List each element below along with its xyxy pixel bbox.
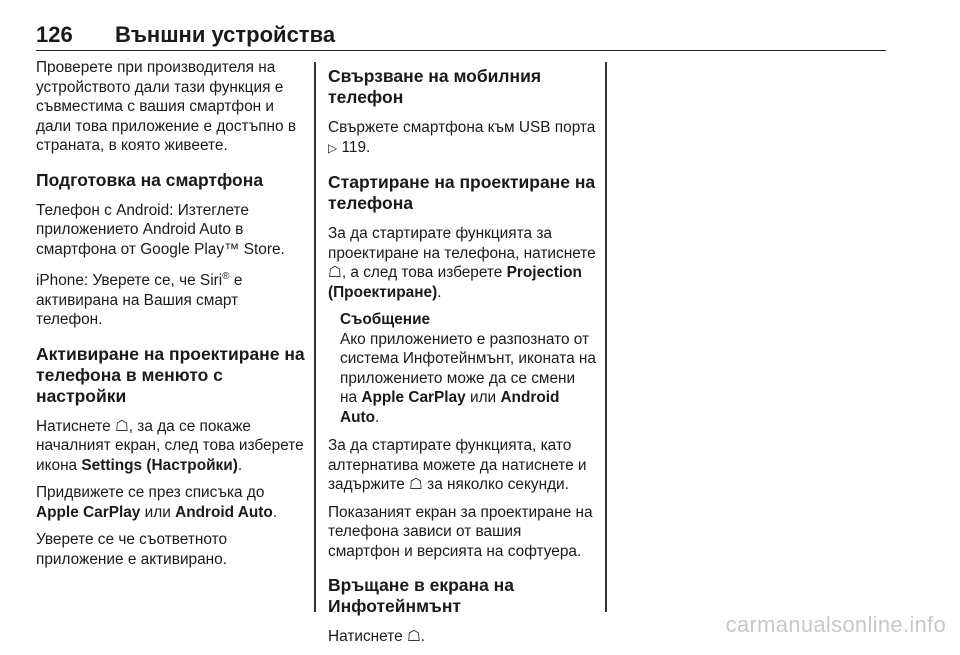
projection-label: Projection (Проектиране): [328, 264, 582, 301]
settings-label: Settings (Настройки): [81, 456, 238, 474]
home-icon: ☖: [409, 476, 423, 493]
heading-prepare-smartphone: Подготовка на смартфона: [36, 169, 264, 190]
page-title: Външни устройства: [115, 22, 336, 47]
registered-mark: ®: [222, 271, 230, 282]
alt-text-b: за няколко секунди.: [422, 476, 569, 493]
intro-paragraph: Проверете при производителя на устройството дали тази функция е съвместима с вашия смартфон и дали това приложение е достъпно в страната, в която живеете.: [36, 59, 297, 154]
period: .: [420, 628, 426, 645]
press-text-a: Натиснете: [36, 417, 115, 435]
connect-paragraph: [328, 118, 596, 158]
column-middle: [328, 58, 596, 655]
heading-start-projection: Стартиране на проектиране на телефона: [328, 172, 596, 213]
home-icon: ☖: [328, 264, 342, 281]
connect-text: Свържете смартфона към USB порта: [328, 119, 596, 136]
start-text-a: За да стартирате функцията за проектиране на телефона, натиснете: [328, 225, 596, 262]
note-block: [328, 310, 596, 427]
note-body: [340, 330, 596, 428]
apple-carplay-label: Apple CarPlay: [361, 389, 466, 406]
scroll-text: Придвижете се през списъка до: [36, 484, 265, 502]
return-paragraph: [328, 627, 596, 647]
period: .: [272, 503, 278, 521]
home-icon: ☖: [406, 628, 421, 645]
period: .: [437, 283, 442, 301]
connect-page: 119.: [337, 138, 371, 156]
home-icon: ☖: [114, 417, 129, 435]
period: .: [237, 456, 243, 474]
note-title: Съобщение: [340, 311, 431, 328]
or-text: или: [465, 389, 501, 406]
android-auto-label: Android Auto: [340, 389, 560, 426]
alternative-paragraph: [328, 436, 596, 495]
press-text: Натиснете: [328, 628, 407, 645]
iphone-text-a: iPhone: Уверете се, че Siri: [36, 272, 223, 290]
scroll-paragraph: [36, 483, 308, 522]
android-auto-label: Android Auto: [175, 503, 273, 521]
or-text: или: [140, 503, 176, 521]
watermark: carmanualsonline.info: [725, 612, 946, 637]
column-divider-left: [314, 62, 316, 612]
apple-carplay-label: Apple CarPlay: [36, 503, 141, 521]
alt-text-a: За да стартирате функцията, като алтернатива можете да натиснете и задържите: [328, 437, 587, 493]
start-text-b: , а след това изберете: [341, 264, 507, 281]
iphone-text-b: е активирана на Вашия смарт телефон.: [36, 272, 243, 329]
android-paragraph: Телефон с Android: Изтеглете приложението Android Auto в смартфона от Google Play™ Store.: [36, 201, 285, 258]
heading-connect-phone: Свързване на мобилния телефон: [328, 66, 542, 107]
period: .: [375, 408, 380, 426]
page-header: [36, 22, 886, 51]
start-paragraph: [328, 224, 596, 302]
column-left: [36, 58, 308, 577]
column-divider-right: [605, 62, 607, 612]
heading-return-infotainment: Връщане в екрана на Инфотейнмънт: [328, 575, 514, 616]
ensure-paragraph: Уверете се че съответното приложение е активирано.: [36, 531, 228, 568]
press-home-paragraph: [36, 417, 308, 476]
note-text: Ако приложението е разпознато от система Инфотейнмънт, иконата на приложението може да се смени на: [340, 330, 596, 406]
page-number: 126: [36, 22, 73, 47]
page-reference-icon: ▷: [328, 140, 338, 155]
heading-activate-projection: Активиране на проектиране на телефона в менюто с настройки: [36, 343, 305, 406]
press-text-b: , за да се покаже началният екран, след това изберете икона: [36, 417, 304, 474]
shown-screen-paragraph: Показаният екран за проектиране на телефона зависи от вашия смартфон и версията на софтуера.: [328, 503, 593, 560]
iphone-paragraph: [36, 267, 308, 330]
